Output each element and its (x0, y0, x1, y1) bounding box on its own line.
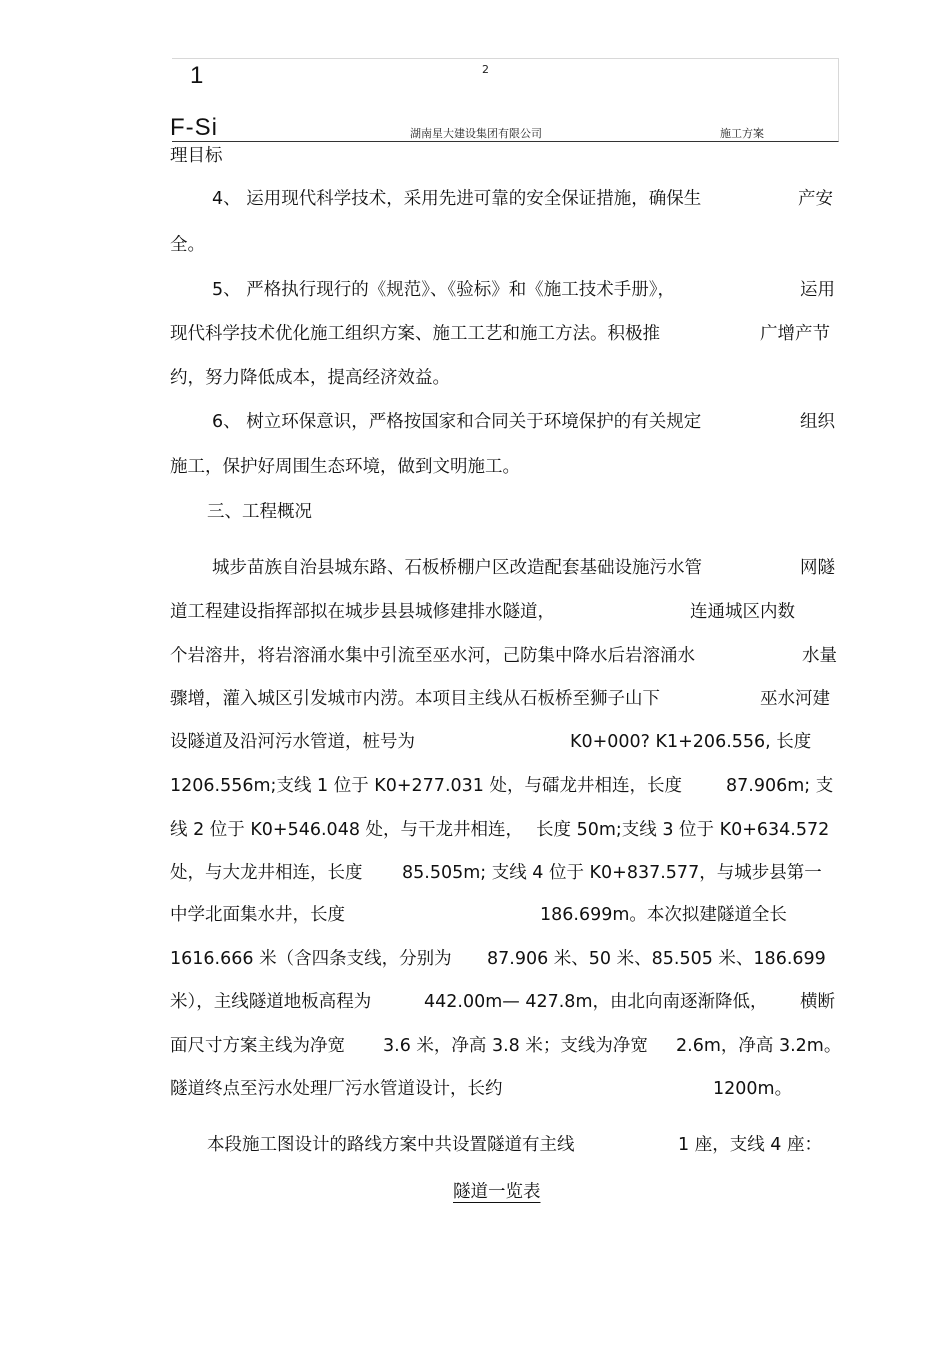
text-line-14-end: K0+000? K1+206.556, 长度 (570, 732, 812, 752)
text-line-4-end: 运用 (800, 280, 835, 300)
text-line-3: 全。 (170, 235, 205, 255)
text-line-10: 城步苗族自治县城东路、石板桥棚户区改造配套基础设施污水管 (212, 558, 702, 578)
text-line-18: 中学北面集水井，长度 (170, 905, 345, 925)
text-line-21-end: 2.6m，净高 3.2m。 (676, 1036, 842, 1056)
text-line-21-mid: 3.6 米，净高 3.8 米；支线为净宽 (383, 1036, 648, 1056)
text-line-13: 骤增，灌入城区引发城市内涝。本项目主线从石板桥至狮子山下 (170, 689, 660, 709)
text-line-2-end: 产安 (798, 189, 833, 209)
text-line-19-end: 87.906 米、50 米、85.505 米、186.699 (487, 949, 826, 969)
text-line-6: 约，努力降低成本，提高经济效益。 (170, 368, 450, 388)
text-line-2: 4、 运用现代科学技术，采用先进可靠的安全保证措施，确保生 (212, 189, 702, 209)
text-line-7: 6、 树立环保意识，严格按国家和合同关于环境保护的有关规定 (212, 412, 702, 432)
text-line-16: 线 2 位于 K0+546.048 处，与干龙井相连， (170, 820, 524, 840)
text-line-5-end: 广增产节 (760, 324, 830, 344)
text-line-15-end: 87.906m; 支 (726, 776, 834, 796)
text-line-20-end: 横断 (800, 992, 835, 1012)
text-line-17: 处，与大龙井相连，长度 (170, 863, 363, 883)
text-line-20: 米），主线隧道地板高程为 (170, 992, 372, 1012)
text-line-5: 现代科学技术优化施工组织方案、施工工艺和施工方法。积极推 (170, 324, 660, 344)
text-line-8: 施工，保护好周围生态环境，做到文明施工。 (170, 457, 520, 477)
text-line-21: 面尺寸方案主线为净宽 (170, 1036, 345, 1056)
text-line-23-end: 1 座，支线 4 座： (678, 1135, 822, 1155)
text-line-17-end: 85.505m; 支线 4 位于 K0+837.577，与城步县第一 (402, 863, 822, 883)
text-line-22-end: 1200m。 (713, 1079, 793, 1099)
text-line-10-end: 网隧 (800, 558, 835, 578)
text-line-12-end: 水量 (802, 646, 837, 666)
text-line-11: 道工程建设指挥部拟在城步县县城修建排水隧道， (170, 602, 555, 622)
page-number: 2 (482, 63, 489, 76)
table-caption: 隧道一览表 (453, 1182, 541, 1202)
header-company: 湖南星大建设集团有限公司 (410, 127, 542, 140)
header-logo-digit: 1 (190, 62, 204, 89)
text-line-16-end: 长度 50m;支线 3 位于 K0+634.572 (536, 820, 830, 840)
text-line-7-end: 组织 (800, 412, 835, 432)
text-line-23: 本段施工图设计的路线方案中共设置隧道有主线 (207, 1135, 575, 1155)
header-doc-type: 施工方案 (720, 127, 764, 140)
text-line-4: 5、 严格执行现行的《规范》、《验标》和《施工技术手册》， (212, 280, 675, 300)
text-line-1: 理目标 (170, 146, 223, 166)
text-line-14: 设隧道及沿河污水管道，桩号为 (170, 732, 415, 752)
text-line-15: 1206.556m;支线 1 位于 K0+277.031 处，与礌龙井相连，长度 (170, 776, 682, 796)
text-line-12: 个岩溶井，将岩溶涌水集中引流至巫水河，己防集中降水后岩溶涌水 (170, 646, 695, 666)
header-logo-text: F-Si (170, 114, 218, 141)
section-heading: 三、工程概况 (207, 502, 312, 522)
text-line-13-end: 巫水河建 (760, 689, 830, 709)
text-line-22: 隧道终点至污水处理厂污水管道设计，长约 (170, 1079, 503, 1099)
text-line-19: 1616.666 米（含四条支线，分别为 (170, 949, 452, 969)
text-line-18-end: 186.699m。本次拟建隧道全长 (540, 905, 787, 925)
text-line-11-end: 连通城区内数 (690, 602, 795, 622)
text-line-20-mid: 442.00m— 427.8m，由北向南逐渐降低， (424, 992, 768, 1012)
